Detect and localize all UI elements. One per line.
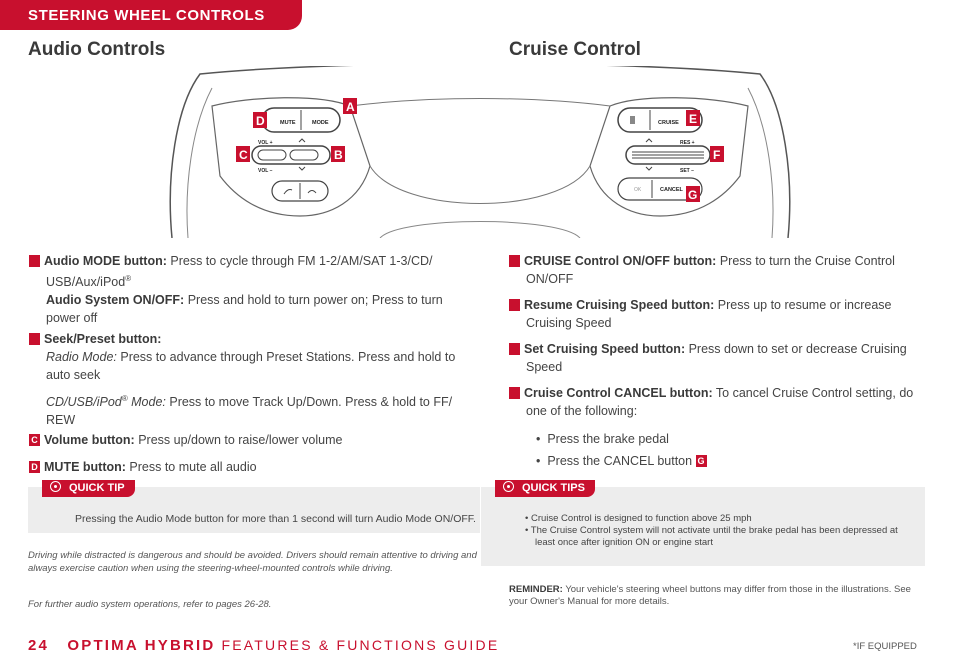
cancel-bullet-1: • Press the brake pedal [536, 432, 669, 446]
footer-guide: FEATURES & FUNCTIONS GUIDE [221, 637, 500, 653]
set-label: SET – [680, 168, 694, 174]
quick-tips-tag: QUICK TIPS [495, 480, 595, 497]
cancel-button-label: CANCEL [660, 187, 683, 193]
item-b-seek-preset: B Seek/Preset button: Radio Mode: Press to advance through Preset Stations. Press and hold to auto seek CD/USB/iPod® Mode: Press to move Track Up/Down. Press & hold to FF/ REW [22, 332, 456, 428]
cancel-bullet-2: • Press the CANCEL button G [536, 454, 705, 468]
mode-button-label: MODE [312, 120, 329, 126]
badge-f-resume: F [509, 299, 520, 311]
quick-tips-box [481, 482, 925, 566]
callout-d [253, 112, 267, 128]
page-number: 24 [28, 637, 50, 654]
if-equipped-note: *IF EQUIPPED [853, 641, 917, 652]
reminder-note: REMINDER: Your vehicle's steering wheel buttons may differ from those in the illustrations. See your Owner's Manual for more details. [509, 584, 911, 607]
badge-f-set: F [509, 343, 520, 355]
callout-c [236, 146, 250, 162]
audio-controls-title: Audio Controls [28, 39, 166, 60]
mute-button-label: MUTE [280, 120, 296, 126]
steering-wheel-diagram [140, 66, 820, 238]
cruise-button-label: CRUISE [658, 120, 679, 126]
badge-g: G [509, 387, 520, 399]
section-header-tab [0, 0, 302, 30]
item-f-resume: F Resume Cruising Speed button: Press up to resume or increase Cruising Speed [503, 298, 892, 330]
item-d-mute: D MUTE button: Press to mute all audio [29, 458, 469, 476]
tips-icon [503, 481, 514, 492]
svg-text:F: F [713, 148, 721, 162]
svg-text:A: A [346, 100, 355, 114]
item-f-set: F Set Cruising Speed button: Press down to set or decrease Cruising Speed [503, 342, 907, 374]
badge-d: D [29, 461, 40, 473]
svg-text:D: D [256, 114, 265, 128]
vol-down-label: VOL – [258, 168, 273, 174]
svg-text:G: G [688, 188, 698, 202]
badge-g-inline: G [697, 456, 705, 466]
item-g-cancel: G Cruise Control CANCEL button: To cancel Cruise Control setting, do one of the following: • Press the brake pedal • Press the CANCEL button G [509, 384, 929, 470]
callout-f [710, 146, 724, 162]
svg-text:E: E [689, 112, 698, 126]
callout-g [686, 186, 700, 202]
svg-text:C: C [239, 148, 248, 162]
quick-tips-item: • The Cruise Control system will not activate until the brake pedal has been depressed at least once after ignition ON or engine start [525, 525, 898, 548]
quick-tip-box [28, 482, 480, 533]
cruise-control-title: Cruise Control [509, 39, 641, 60]
badge-a: A [29, 255, 40, 267]
quick-tips-item: • Cruise Control is designed to function above 25 mph [525, 513, 752, 524]
item-e-cruise-on-off: E CRUISE Control ON/OFF button: Press to turn the Cruise Control ON/OFF [502, 254, 895, 286]
item-a-audio-mode: A Audio MODE button: Press to cycle through FM 1-2/AM/SAT 1-3/CD/ USB/Aux/iPod® Audio System ON/OFF: Press and hold to turn power on; Press to turn power off [22, 254, 443, 326]
quick-tip-text: Pressing the Audio Mode button for more than 1 second will turn Audio Mode ON/OFF. [75, 513, 476, 525]
further-reference: For further audio system operations, refer to pages 26-28. [28, 599, 272, 610]
section-header-label: STEERING WHEEL CONTROLS [28, 7, 265, 24]
ok-label: OK [634, 187, 642, 193]
quick-tip-tag: QUICK TIP [42, 480, 135, 497]
footer-brand: OPTIMA HYBRID [67, 637, 216, 654]
svg-text:B: B [334, 148, 343, 162]
badge-c: C [29, 434, 40, 446]
badge-e: E [509, 255, 520, 267]
res-label: RES + [680, 140, 695, 146]
callout-b [331, 146, 345, 162]
callout-a [343, 98, 357, 114]
tip-icon [50, 481, 61, 492]
badge-b: B [29, 333, 40, 345]
item-c-volume: C Volume button: Press up/down to raise/lower volume [29, 431, 469, 449]
page-footer [28, 637, 499, 654]
vol-up-label: VOL + [258, 140, 273, 146]
callout-e [686, 110, 700, 126]
distraction-warning: Driving while distracted is dangerous and should be avoided. Drivers should remain attentive to driving and always exercise caution when using the steering-wheel-mounted controls while driving. [28, 550, 477, 574]
